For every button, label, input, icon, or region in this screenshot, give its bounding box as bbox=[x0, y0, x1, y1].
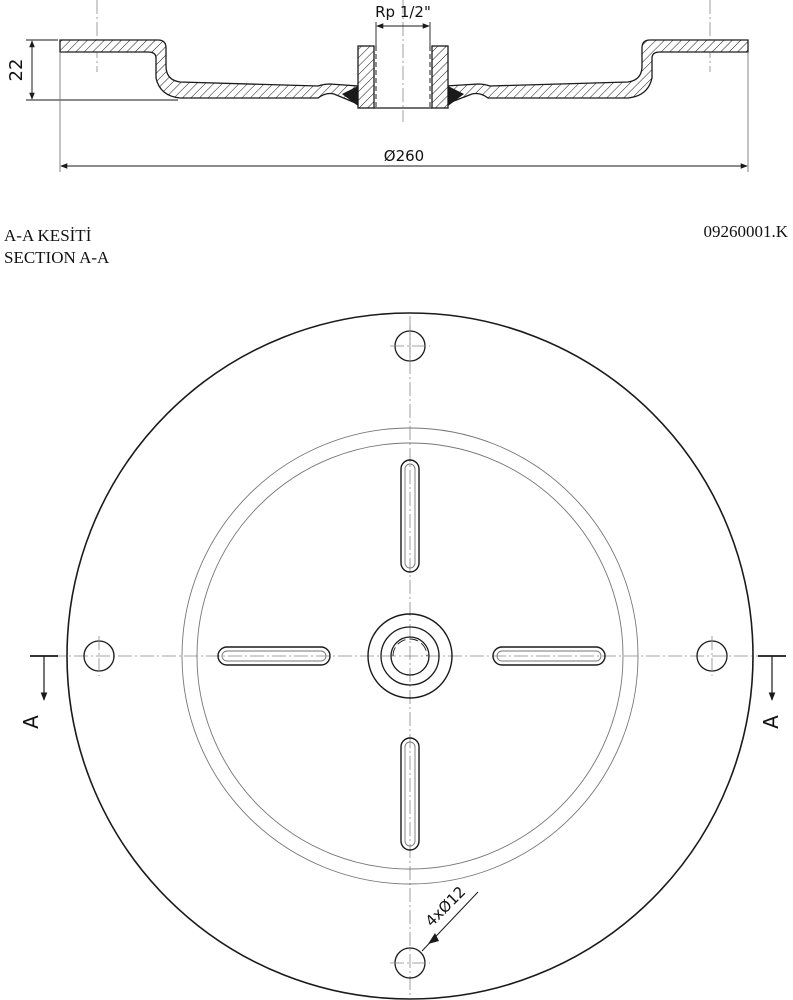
boss-wall-left bbox=[358, 46, 374, 108]
sheet-profile-right bbox=[446, 40, 748, 104]
section-marker-left: A bbox=[19, 715, 43, 729]
section-title-en: SECTION A-A bbox=[4, 248, 110, 267]
height-dimension-label: 22 bbox=[6, 58, 27, 82]
drawing-number: 09260001.K bbox=[703, 222, 788, 241]
hole-callout-label: 4xØ12 bbox=[421, 882, 470, 931]
plan-view bbox=[19, 313, 786, 999]
diameter-dimension-label: Ø260 bbox=[383, 147, 425, 165]
sheet-profile-left bbox=[60, 40, 358, 104]
section-view bbox=[6, 0, 748, 172]
section-title-tr: A-A KESİTİ bbox=[4, 226, 92, 245]
pipe-thread-label: Rp 1/2" bbox=[375, 3, 431, 21]
boss-wall-right bbox=[432, 46, 448, 108]
section-marker-right: A bbox=[759, 715, 783, 729]
